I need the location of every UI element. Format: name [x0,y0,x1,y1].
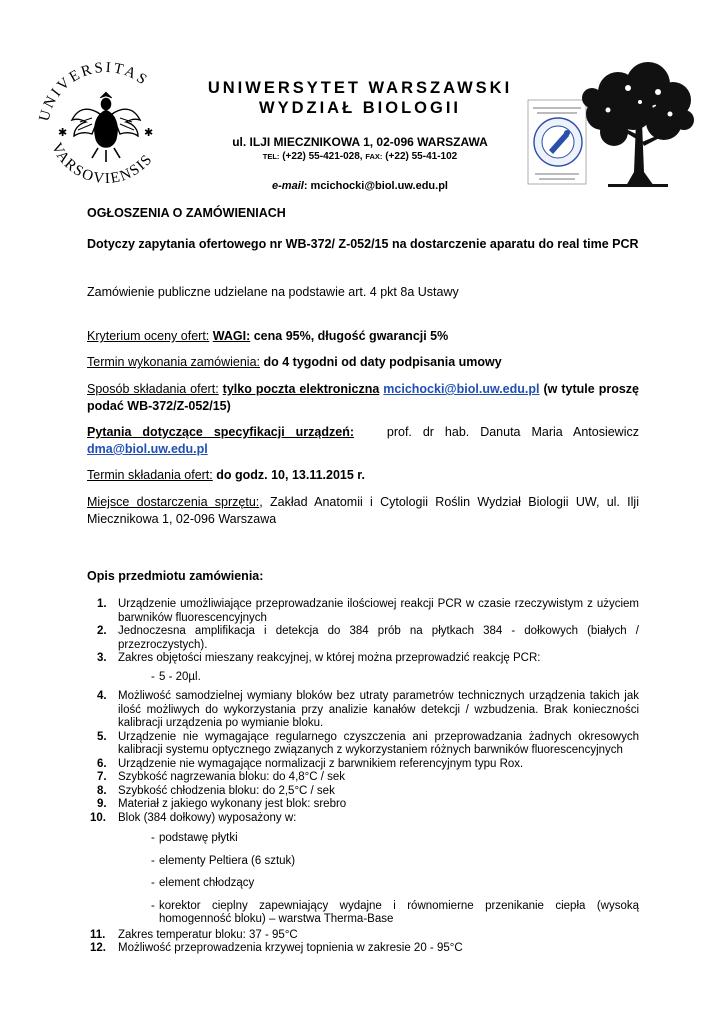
legal-basis: Zamówienie publiczne udzielane na podstawie art. 4 pkt 8a Ustawy [87,285,459,299]
section-title: OGŁOSZENIA O ZAMÓWIENIACH [87,206,286,220]
execution-deadline-value: do 4 tygodni od daty podpisania umowy [263,355,502,369]
description-title: Opis przedmiotu zamówienia: [87,569,264,583]
svg-text:✱: ✱ [144,127,154,139]
execution-deadline-line [87,354,639,371]
list-subitem: - podstawę płytki [151,832,238,844]
submission-deadline-value: do godz. 10, 13.11.2015 r. [216,468,365,482]
submission-deadline-label: Termin składania ofert: [87,468,213,482]
svg-text:VARSOVIENSIS: VARSOVIENSIS [48,140,157,188]
list-item: 2. Jednoczesna amplifikacja i detekcja do 384 prób na płytkach 384 - dołkowych (białych / przezroczystych). [97,625,639,651]
list-item: 9. Materiał z jakiego wykonany jest blok: srebro [97,798,347,810]
requirements-list [87,598,639,956]
email-value: : mcichocki@biol.uw.edu.pl [303,180,448,192]
university-name: UNIWERSYTET WARSZAWSKI [207,79,513,97]
tree-logo [578,62,696,190]
delivery-line [87,494,639,528]
criteria-line [87,328,639,345]
subject-line: Dotyczy zapytania ofertowego nr WB-372/ Z-052/15 na dostarczenie aparatu do real time PCR [87,237,639,251]
svg-text:UNIVERSITAS: UNIVERSITAS [36,59,152,123]
delivery-value: , Zakład Anatomii i Cytologii Roślin Wydział Biologii UW, ul. Ilji Miecznikowa 1, 02-096 Warszawa [87,495,639,526]
university-seal-logo [32,48,180,196]
submission-note: (w tytule proszę podać WB-372/Z-052/15) [87,382,639,413]
list-item: 1. Urządzenie umożliwiające przeprowadzanie ilościowej reakcji PCR w czasie rzeczywistym z użyciem barwników fluorescencyjnych [97,598,639,624]
submission-deadline-line [87,467,639,484]
list-item: 5. Urządzenie nie wymagające regularnego czyszczenia ani przeprowadzania żadnych okresowych kalibracji systemu optycznego związanych z wykorzystaniem różnych barwników fluorescencyjnych [97,730,639,756]
questions-label: Pytania dotyczące specyfikacji urządzeń: [87,425,354,439]
list-item: 3. Zakres objętości mieszany reakcyjnej, w której można przeprowadzić reakcję PCR: [97,652,541,664]
criteria-label: Kryterium oceny ofert: [87,329,210,343]
svg-text:✱: ✱ [58,127,68,139]
questions-person: prof. dr hab. Danuta Maria Antosiewicz [386,425,639,439]
header-address: ul. ILJI MIECZNIKOWA 1, 02-096 WARSZAWA [232,135,488,149]
list-subitem: - korektor cieplny zapewniający wydajne i równomierne przenikanie ciepła (wysoką homogenność bloku) – warstwa Therma-Base [151,899,639,925]
list-item: 8. Szybkość chłodzenia bloku: do 2,5°C / sek [97,784,335,797]
questions-email-link[interactable]: dma@biol.uw.edu.pl [87,442,208,456]
criteria-value: cena 95%, długość gwarancji 5% [253,329,449,343]
email-label: e-mail [272,180,304,192]
tel-value: (+22) 55-421-028, [282,151,363,162]
faculty-name: WYDZIAŁ BIOLOGII [259,99,461,117]
list-subitem: - elementy Peltiera (6 sztuk) [151,854,296,867]
submission-line [87,381,639,415]
fax-value: (+22) 55-41-102 [385,151,458,162]
list-item: 7. Szybkość nagrzewania bloku: do 4,8°C / sek [97,771,346,783]
submission-label: Sposób składania ofert: [87,382,219,396]
submission-email-link[interactable]: mcichocki@biol.uw.edu.pl [383,382,540,396]
tel-label: TEL: [262,152,280,161]
list-subitem: - element chłodzący [151,877,255,889]
criteria-weights-label: WAGI: [212,329,251,343]
list-item: 6. Urządzenie nie wymagające normalizacji z barwnikiem referencyjnym typu Rox. [97,757,524,770]
execution-deadline-label: Termin wykonania zamówienia: [87,355,260,369]
list-item: 4. Możliwość samodzielnej wymiany bloków bez utraty parametrów technicznych urządzenia takich jak ilość możliwych do wykorzystania przy analizie kanałów detekcji / wzbudzenia. Brak konieczności kalibracji urządzenia po wymianie bloku. [97,690,639,729]
header-phone-fax [190,151,530,162]
submission-method: tylko poczta elektroniczna [222,382,380,396]
questions-line [87,424,639,458]
list-item: 12. Możliwość przeprowadzenia krzywej topnienia w zakresie 20 - 95°C [90,942,463,954]
fax-label: FAX: [365,152,383,161]
list-item: 11. Zakres temperatur bloku: 37 - 95°C [90,928,298,941]
delivery-label: Miejsce dostarczenia sprzętu: [87,495,260,509]
header-titles [190,78,530,118]
list-item: 10. Blok (384 dołkowy) wyposażony w: [90,811,297,824]
header-email [190,180,530,192]
list-subitem: - 5 - 20µl. [151,670,201,683]
